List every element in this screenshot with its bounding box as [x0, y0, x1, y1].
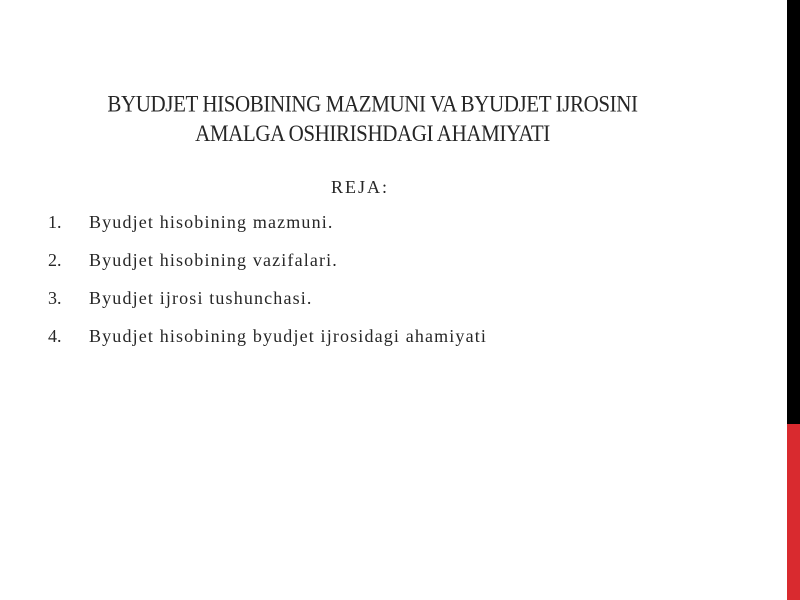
plan-item-number: 2. — [48, 250, 62, 270]
slide-title — [40, 90, 705, 148]
slide-title-line-1: BYUDJET HISOBINING MAZMUNI VA BYUDJET IJROSINI — [107, 91, 638, 117]
plan-item-text: Byudjet hisobining vazifalari. — [89, 250, 338, 270]
plan-list-item — [48, 326, 728, 364]
plan-list — [48, 212, 728, 364]
plan-item-text: Byudjet hisobining mazmuni. — [89, 212, 334, 232]
slide-title-line-2: AMALGA OSHIRISHDAGI AHAMIYATI — [195, 120, 550, 147]
plan-item-number: 3. — [48, 288, 62, 308]
plan-item-text: Byudjet hisobining byudjet ijrosidagi ahamiyati — [89, 326, 488, 346]
plan-item-text: Byudjet ijrosi tushunchasi. — [89, 288, 313, 308]
plan-item-number: 1. — [48, 212, 62, 232]
plan-item-number: 4. — [48, 326, 62, 346]
plan-heading: REJA: — [330, 177, 389, 197]
plan-list-item — [48, 288, 728, 326]
plan-list-item — [48, 250, 728, 288]
plan-list-item — [48, 212, 728, 250]
black-accent-bar — [787, 0, 800, 424]
red-accent-bar — [787, 424, 800, 600]
